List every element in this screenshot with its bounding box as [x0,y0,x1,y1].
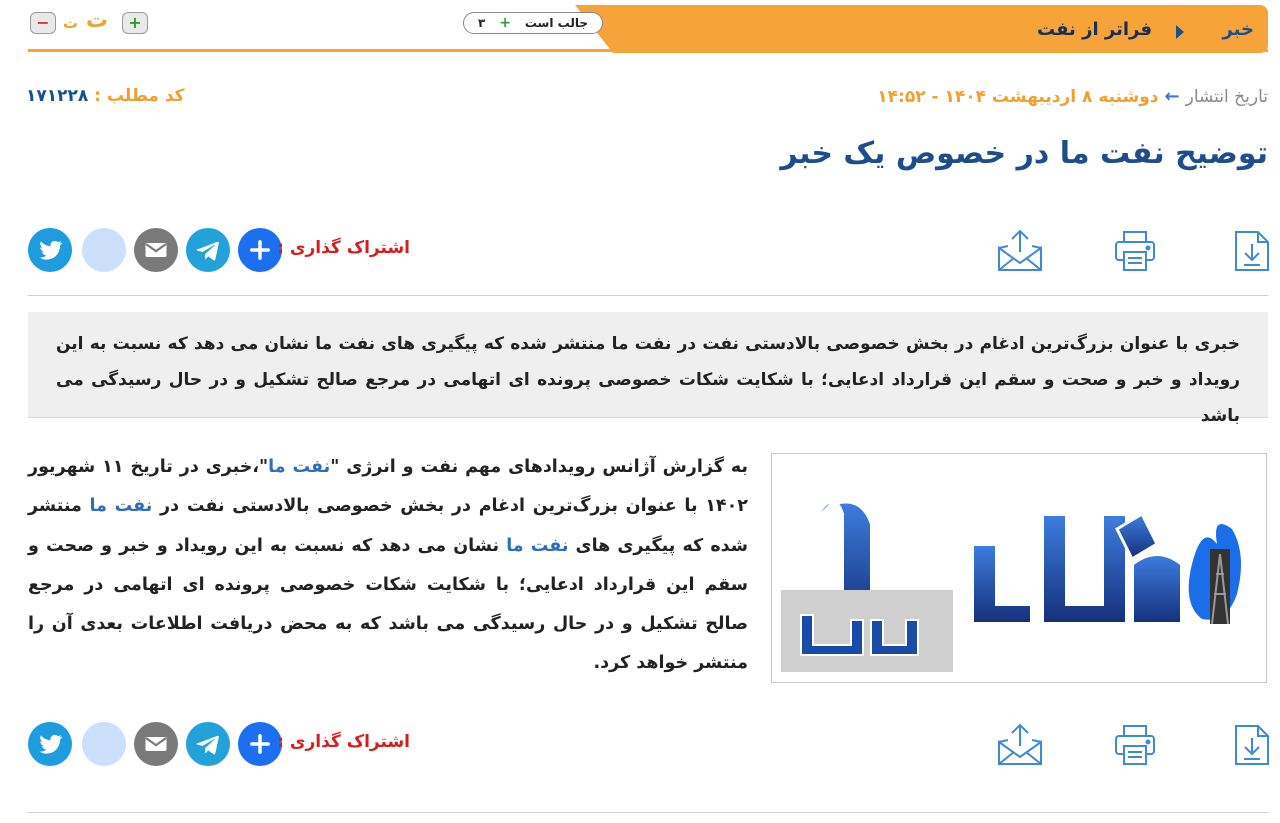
share-placeholder-button[interactable] [82,722,126,766]
more-share-button[interactable] [238,722,282,766]
download-icon [1232,722,1272,768]
telegram-share-button[interactable] [186,228,230,272]
font-big-glyph: ت [86,8,109,33]
send-email-button[interactable] [996,720,1044,768]
image-overlay [781,590,953,672]
small-logo [781,590,953,672]
article-lead: خبری با عنوان بزرگ‌ترین ادغام در بخش خصوصی بالادستی نفت در نفت ما منتشر شده که پیگیری های نفت ما نشان می دهد که نسبت به این رویداد و خبر و صحت و سقم این قرارداد ادعایی؛ با شکایت شکات خصوصی پرونده ای اتهامی در مرجع صالح تشکیل و در حال رسیدگی می باشد [28,312,1268,418]
telegram-icon [194,730,222,758]
envelope-icon [142,236,170,264]
printer-icon [1112,722,1158,768]
body-link[interactable]: نفت ما [506,535,569,556]
article-image [771,453,1267,683]
plus-icon [246,236,274,264]
divider [28,295,1268,296]
publish-label: تاریخ انتشار [1185,86,1268,107]
share-placeholder-button[interactable] [82,228,126,272]
font-small-glyph: ت [63,14,79,32]
body-link[interactable]: نفت ما [89,496,153,517]
like-label: جالب است [524,16,588,30]
send-mail-icon [996,226,1044,274]
more-share-button[interactable] [238,228,282,272]
oil-rig-icon [1210,549,1230,624]
telegram-icon [194,236,222,264]
article-body [28,448,748,684]
print-button[interactable] [1112,228,1160,276]
code-value: ۱۷۱۲۲۸ [26,86,89,106]
body-text: "،خبری در تاریخ ۱۱ شهریور ۱۴۰۲ با عنوان بزرگ‌ترین ادغام در بخش خصوصی بالادستی نفت در [28,457,748,517]
breadcrumb-bar [613,5,1268,53]
divider [28,812,1268,813]
plus-icon [246,730,274,758]
send-mail-icon [996,720,1044,768]
telegram-share-button[interactable] [186,722,230,766]
font-size-control [30,8,148,36]
like-button[interactable] [463,12,603,34]
breadcrumb-home[interactable]: خبر [1222,19,1254,40]
publish-date: دوشنبه ۸ اردیبهشت ۱۴۰۴ - ۱۴:۵۲ [877,86,1159,107]
like-plus-icon: + [499,15,511,31]
download-icon [1232,228,1272,274]
code-label: کد مطلب : [94,86,185,106]
share-row-bottom [28,722,410,770]
font-increase-button[interactable]: + [122,12,148,34]
top-bar [0,0,1280,60]
twitter-share-button[interactable] [28,228,72,272]
share-row-top [28,228,410,276]
download-button[interactable] [1232,722,1280,770]
share-label: اشتراک گذاری : [277,732,410,752]
top-divider [28,49,1268,52]
breadcrumb-category[interactable]: فراتر از نفت [1037,19,1152,40]
font-decrease-button[interactable]: − [30,12,56,34]
breadcrumb-arrow-icon [1176,25,1184,39]
twitter-icon [36,236,64,264]
body-text: منتشر شده که پیگیری های [28,496,748,556]
email-share-button[interactable] [134,722,178,766]
article-code [26,86,185,106]
email-share-button[interactable] [134,228,178,272]
body-text: به گزارش آژانس رویدادهای مهم نفت و انرژی " [330,457,748,477]
article-title: توضیح نفت ما در خصوص یک خبر [780,136,1268,171]
body-text: نشان می دهد که نسبت به این رویداد و خبر و صحت و سقم این قرارداد ادعایی؛ با شکایت شکات خصوصی پرونده ای اتهامی در مرجع صالح تشکیل و در حال رسیدگی می باشد که به محض دریافت اطلاعات بعدی آن را منتشر خواهد کرد. [28,535,748,674]
share-label: اشتراک گذاری : [277,238,410,258]
like-count: ۳ [478,16,486,30]
twitter-icon [36,730,64,758]
print-button[interactable] [1112,722,1160,770]
body-link[interactable]: نفت ما [268,457,331,477]
publish-info [877,86,1268,107]
printer-icon [1112,228,1158,274]
send-email-button[interactable] [996,226,1044,274]
arrow-left-icon: ← [1164,86,1180,107]
twitter-share-button[interactable] [28,722,72,766]
download-button[interactable] [1232,228,1280,276]
envelope-icon [142,730,170,758]
